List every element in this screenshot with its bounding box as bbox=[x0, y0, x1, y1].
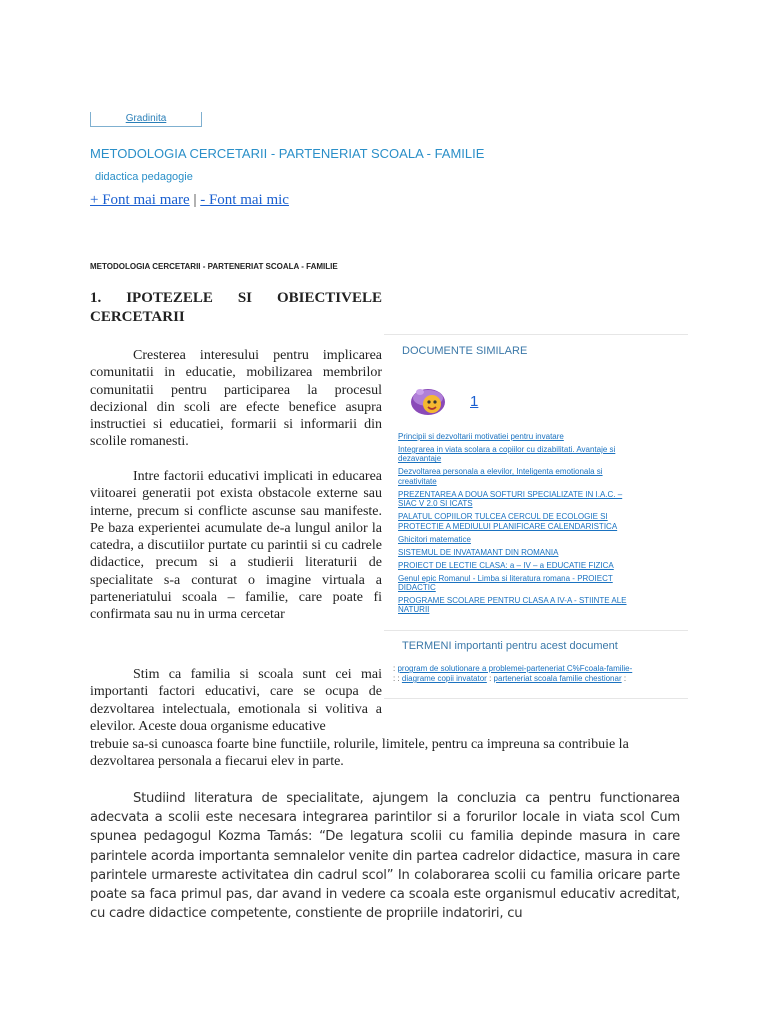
similar-document-link[interactable]: PROIECT DE LECTIE CLASA: a – IV – a EDUCATIE FIZICA bbox=[398, 560, 614, 570]
similar-page-number-link[interactable]: 1 bbox=[470, 393, 479, 410]
smiley-avatar-icon bbox=[410, 384, 446, 418]
important-terms-list bbox=[393, 664, 683, 684]
font-bigger-link[interactable]: + Font mai mare bbox=[90, 192, 190, 208]
term-link[interactable]: diagrame copii invatator bbox=[401, 674, 487, 683]
paragraph-3-wide: trebuie sa-si cunoasca foarte bine functiile, rolurile, limitele, pentru ca impreuna sa contribuie la dezvoltarea personala a fiecarui elev in parte. bbox=[90, 737, 629, 770]
similar-document-link[interactable]: SISTEMUL DE INVATAMANT DIN ROMANIA bbox=[398, 547, 559, 557]
similar-document-link[interactable]: Genul epic Romanul - Limba si literatura romana - PROIECT DIDACTIC bbox=[398, 573, 613, 593]
paragraph-1: Cresterea interesului pentru implicarea comunitatii in educatie, mobilizarea membrilor comunitatii pentru participarea la procesul decizional din scoli are efecte benefice asupra instructiei si educatiei, formarii si informarii din scolile romanesti. bbox=[90, 348, 382, 450]
similar-document-link[interactable]: PALATUL COPIILOR TULCEA CERCUL DE ECOLOGIE SI PROTECTIE A MEDIULUI PLANIFICARE CALENDARISTICA bbox=[398, 512, 618, 531]
section-heading bbox=[90, 289, 382, 327]
font-size-controls bbox=[90, 192, 289, 209]
term-link[interactable]: program de solutionare a problemei-parteneriat C%Fcoala-familie- bbox=[397, 664, 633, 673]
similar-document-link[interactable]: Dezvoltarea personala a elevilor, Inteligenta emotionala si creativitate bbox=[398, 467, 603, 486]
similar-document-link[interactable]: Integrarea in viata scolara a copiilor cu dizabilitati. Avantaje si dezavantaje bbox=[398, 445, 616, 464]
terms-separator: : bbox=[489, 674, 492, 683]
section-heading-line2: CERCETARII bbox=[90, 309, 185, 325]
similar-documents-list bbox=[398, 432, 638, 618]
important-terms-title: TERMENI importanti pentru acest document bbox=[402, 640, 618, 652]
sidebar-bottom-divider bbox=[384, 698, 688, 699]
similar-document-link[interactable]: Ghicitori matematice bbox=[398, 534, 471, 544]
similar-document-link[interactable]: PREZENTAREA A DOUA SOFTURI SPECIALIZATE IN I.A.C. – SIAC V 2.0 SI ICATS bbox=[398, 489, 623, 509]
font-smaller-link[interactable]: - Font mai mic bbox=[200, 192, 289, 208]
term-link[interactable]: parteneriat scoala familie chestionar bbox=[493, 674, 622, 683]
paragraph-4: Studiind literatura de specialitate, ajungem la concluzia ca pentru functionarea adecvata a scolii este necesara integrarea parintilor si a forurilor locale in viata scol Cum spunea pedagogul Kozma Tamás: “De legatura scolii cu familia depinde masura in care parintele acorda importanta semnalelor venite din partea cadrelor didactice, masura in care parintele urmareste activitatea din cadrul scol” In colaborarea scolii cu familia oricare parte poate sa faca primul pas, dar avand in vedere ca scoala este organismul educativ acreditat, cu cadre didactice competente, constiente de propriile indatoriri, cu bbox=[90, 791, 680, 922]
paragraph-2: Intre factorii educativi implicati in educarea viitoarei generatii pot exista obstacole externe sau interne, precum si conflicte ascunse sau manifeste. Pe baza experientei acumulate de-a lungul anilor la catedra, a discutiilor purtate cu parintii si cu cadrele didactice, precum si a studierii literaturii de specialitate s-a conturat o imagine virtuala a parteneriatului scoala – familie, care poate fi confirmata sau nu in urma cercetar bbox=[90, 469, 382, 623]
similar-document-link[interactable]: Principii si dezvoltarii motivatiei pentru invatare bbox=[398, 432, 564, 441]
terms-prefix: : : bbox=[393, 674, 400, 683]
similar-document-link[interactable]: PROGRAME SCOLARE PENTRU CLASA A IV-A - STIINTE ALE NATURII bbox=[398, 596, 627, 615]
sidebar-middle-divider bbox=[384, 630, 688, 631]
terms-suffix: : bbox=[623, 674, 627, 683]
paragraph-3-narrow: Stim ca familia si scoala sunt cei mai importanti factori educativi, care se ocupa de dezvoltarea intelectuala, emotionala si volitiva a elevilor. Aceste doua organisme educative bbox=[90, 667, 382, 734]
font-separator: | bbox=[193, 192, 197, 208]
terms-prefix: : bbox=[393, 664, 396, 673]
document-small-heading: METODOLOGIA CERCETARII - PARTENERIAT SCOALA - FAMILIE bbox=[90, 262, 338, 271]
section-heading-line1: 1. IPOTEZELE SI OBIECTIVELE bbox=[90, 290, 382, 306]
document-title: METODOLOGIA CERCETARII - PARTENERIAT SCOALA - FAMILIE bbox=[90, 146, 485, 161]
document-category[interactable]: didactica pedagogie bbox=[95, 171, 193, 183]
sidebar-top-divider bbox=[384, 334, 688, 335]
similar-documents-title: DOCUMENTE SIMILARE bbox=[402, 345, 528, 357]
category-tab-gradinita[interactable]: Gradinita bbox=[90, 112, 202, 127]
